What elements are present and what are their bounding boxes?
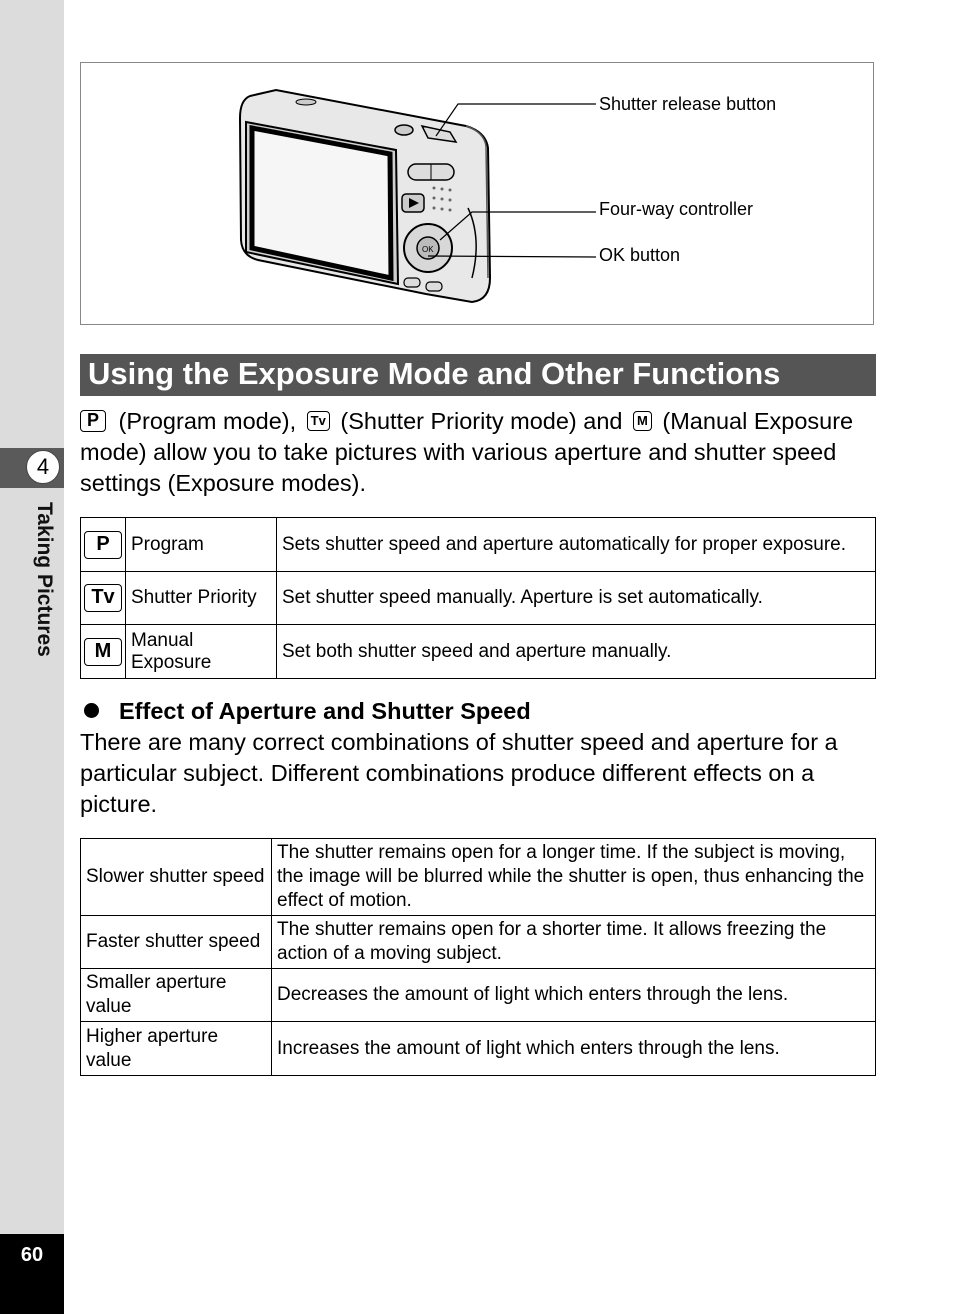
shutter-priority-mode-icon: Tv [84,584,122,612]
mode-icon-cell [81,625,126,679]
effect-description: The shutter remains open for a shorter time. It allows freezing the action of a moving subject. [272,916,876,969]
table-row [81,572,876,625]
intro-text-1: (Program mode), [112,408,303,434]
mode-name: Program [126,518,277,572]
sidebar [0,0,64,1314]
table-row [81,1022,876,1076]
intro-text-2: (Shutter Priority mode) and [333,408,630,434]
effect-description: Decreases the amount of light which enters through the lens. [272,969,876,1022]
effects-heading [84,698,531,725]
mode-icon-cell [81,572,126,625]
table-row [81,625,876,679]
effects-paragraph: There are many correct combinations of shutter speed and aperture for a particular subject. Different combinations produce different effects on a picture. [80,729,838,817]
mode-name: Shutter Priority [126,572,277,625]
intro-paragraph [80,406,880,499]
effects-table [80,838,876,1076]
callout-shutter-release: Shutter release button [599,94,777,114]
program-mode-icon: P [80,410,106,432]
table-row [81,916,876,969]
section-title: Using the Exposure Mode and Other Functions [80,354,876,396]
table-row [81,518,876,572]
effect-name: Smaller aperture value [81,969,272,1022]
chapter-number: 4 [26,450,60,484]
effect-name: Slower shutter speed [81,839,272,916]
page-number: 60 [20,1244,44,1266]
program-mode-icon: P [84,531,122,559]
svg-text:OK: OK [422,245,434,254]
mode-name: Manual Exposure [126,625,277,679]
mode-description: Set both shutter speed and aperture manually. [277,625,876,679]
callout-ok-button: OK button [599,245,681,265]
effect-description: The shutter remains open for a longer time. If the subject is moving, the image will be blurred while the shutter is open, thus enhancing the effect of motion. [272,839,876,916]
mode-description: Set shutter speed manually. Aperture is set automatically. [277,572,876,625]
effect-name: Faster shutter speed [81,916,272,969]
bullet-icon [84,703,99,718]
manual-mode-icon: M [84,638,122,666]
mode-description: Sets shutter speed and aperture automatically for proper exposure. [277,518,876,572]
manual-mode-icon: M [633,411,652,431]
effect-name: Higher aperture value [81,1022,272,1076]
callout-four-way-controller: Four-way controller [599,199,754,219]
shutter-priority-mode-icon: Tv [307,411,330,431]
intro-text-3: (Manual Exposure mode) allow you to take pictures with various aperture and shutter speed settings (Exposure modes). [80,408,854,496]
exposure-modes-table [80,517,876,679]
table-row [81,969,876,1022]
table-row [81,839,876,916]
chapter-title: Taking Pictures [33,502,56,657]
effect-description: Increases the amount of light which enters through the lens. [272,1022,876,1076]
camera-illustration [236,88,876,310]
mode-icon-cell [81,518,126,572]
effects-heading-text: Effect of Aperture and Shutter Speed [119,698,531,724]
